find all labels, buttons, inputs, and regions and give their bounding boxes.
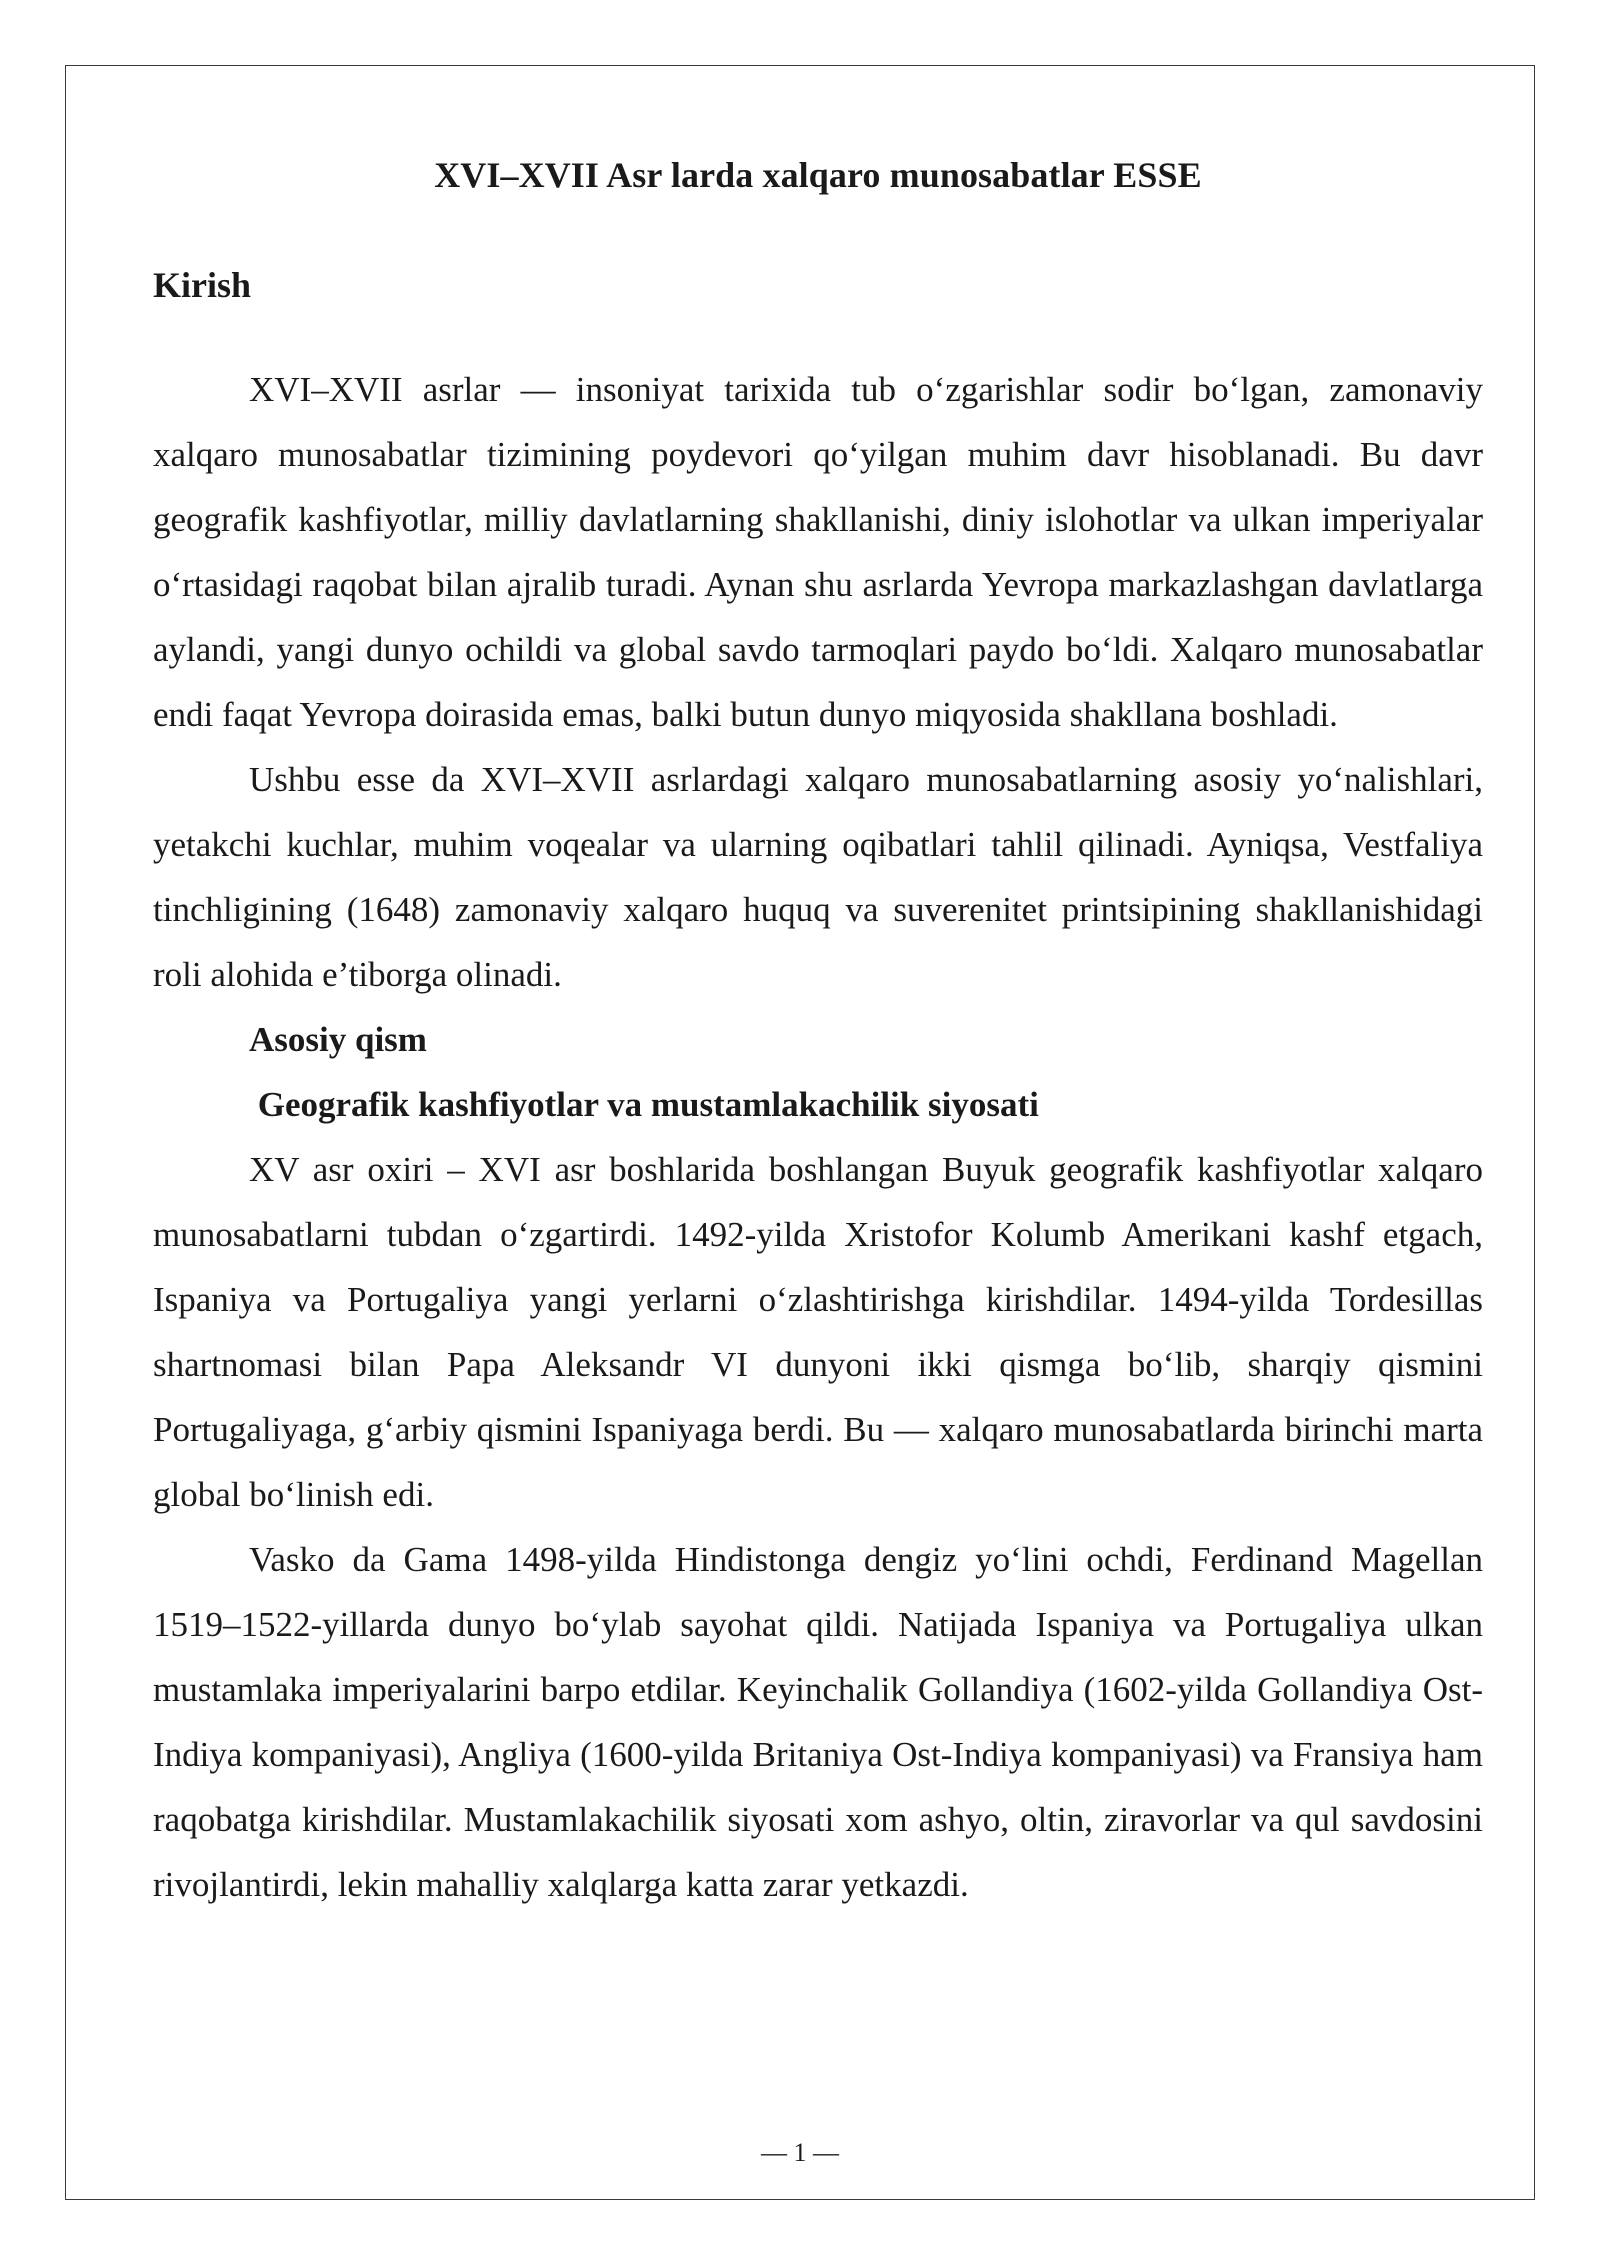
intro-paragraph-1: XVI–XVII asrlar — insoniyat tarixida tub oʻzgarishlar sodir boʻlgan, zamonaviy xalqaro munosabatlar tizimining poydevori qoʻyilgan muhim davr hisoblanadi. Bu davr geografik kashfiyotlar, milliy davlatlarning shakllanishi, diniy islohotlar va ulkan imperiyalar oʻrtasidagi raqobat bilan ajralib turadi. Aynan shu asrlarda Yevropa markazlashgan davlatlarga aylandi, yangi dunyo ochildi va global savdo tarmoqlari paydo boʻldi. Xalqaro munosabatlar endi faqat Yevropa doirasida emas, balki butun dunyo miqyosida shakllana boshladi. (153, 370, 1483, 734)
document-title: XVI–XVII Asr larda xalqaro munosabatlar ESSE (434, 155, 1202, 195)
main-section-heading: Asosiy qism (249, 1020, 427, 1059)
page-number: — 1 — (761, 2138, 839, 2167)
subsection-heading: Geografik kashfiyotlar va mustamlakachilik siyosati (249, 1085, 1039, 1124)
main-paragraph-1: XV asr oxiri – XVI asr boshlarida boshlangan Buyuk geografik kashfiyotlar xalqaro munosabatlarni tubdan oʻzgartirdi. 1492-yilda Xristofor Kolumb Amerikani kashf etgach, Ispaniya va Portugaliya yangi yerlarni oʻzlashtirishga kirishdilar. 1494-yilda Tordesillas shartnomasi bilan Papa Aleksandr VI dunyoni ikki qismga boʻlib, sharqiy qismini Portugaliyaga, gʻarbiy qismini Ispaniyaga berdi. Bu — xalqaro munosabatlarda birinchi marta global boʻlinish edi. (153, 1150, 1483, 1514)
main-paragraph-2: Vasko da Gama 1498-yilda Hindistonga dengiz yoʻlini ochdi, Ferdinand Magellan 1519–1522-yillarda dunyo boʻylab sayohat qildi. Natijada Ispaniya va Portugaliya ulkan mustamlaka imperiyalarini barpo etdilar. Keyinchalik Gollandiya (1602-yilda Gollandiya Ost-Indiya kompaniyasi), Angliya (1600-yilda Britaniya Ost-Indiya kompaniyasi) va Fransiya ham raqobatga kirishdilar. Mustamlakachilik siyosati xom ashyo, oltin, ziravorlar va qul savdosini rivojlantirdi, lekin mahalliy xalqlarga katta zarar yetkazdi. (153, 1540, 1483, 1904)
document-body (153, 150, 1483, 1917)
intro-paragraph-2: Ushbu esse da XVI–XVII asrlardagi xalqaro munosabatlarning asosiy yoʻnalishlari, yetakchi kuchlar, muhim voqealar va ularning oqibatlari tahlil qilinadi. Ayniqsa, Vestfaliya tinchligining (1648) zamonaviy xalqaro huquq va suverenitet printsipining shakllanishidagi roli alohida e’tiborga olinadi. (153, 760, 1483, 994)
intro-heading: Kirish (153, 265, 252, 305)
